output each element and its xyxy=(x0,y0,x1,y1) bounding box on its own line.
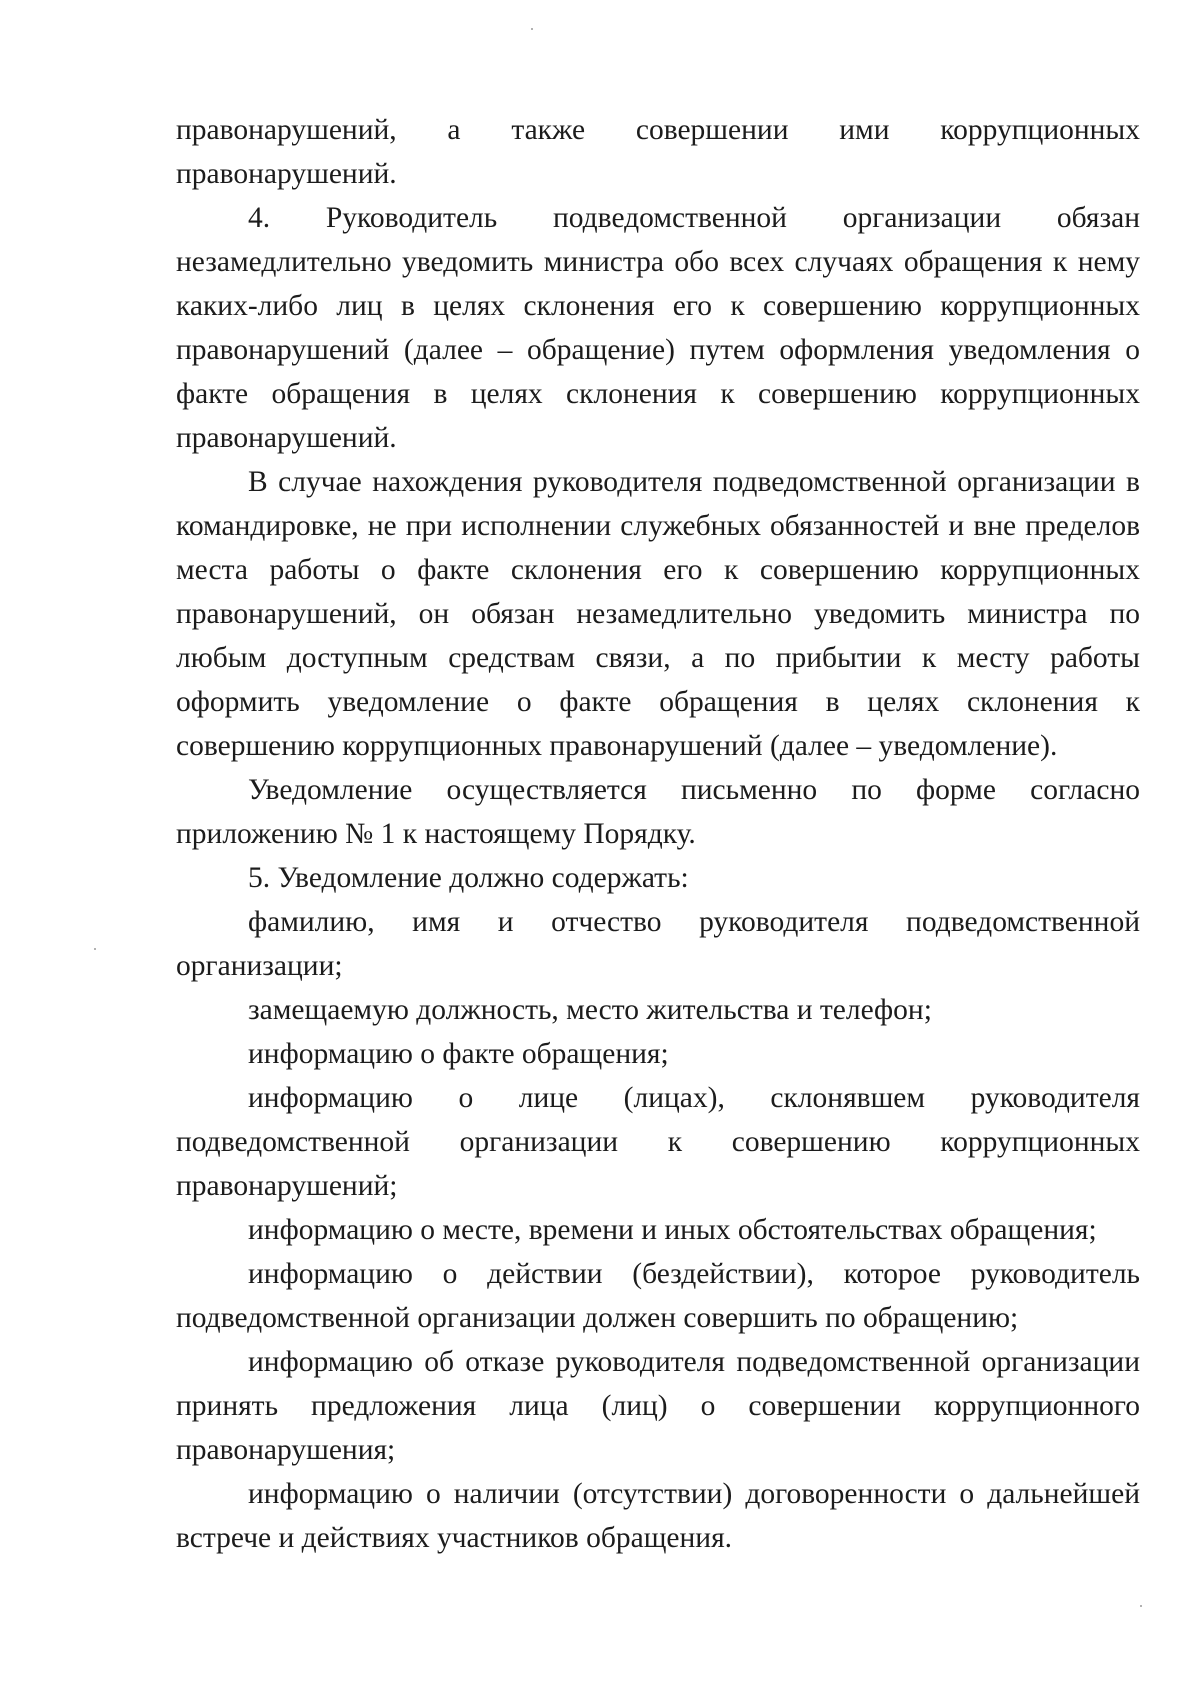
scan-speck xyxy=(531,28,533,30)
scan-speck xyxy=(94,948,96,950)
document-page xyxy=(176,108,1140,1560)
paragraph-form-reference: Уведомление осуществляется письменно по форме согласно приложению № 1 к настоящему Порядку. xyxy=(176,774,1140,850)
list-item-action: информацию о действии (бездействии), которое руководитель подведомственной организации должен совершить по обращению; xyxy=(176,1258,1140,1334)
list-item-persons: информацию о лице (лицах), склонявшем руководителя подведомственной организации к совершению коррупционных правонарушений; xyxy=(176,1082,1140,1202)
list-item-circumstances: информацию о месте, времени и иных обстоятельствах обращения; xyxy=(248,1214,1097,1246)
list-item-agreement: информацию о наличии (отсутствии) договоренности о дальнейшей встрече и действиях участников обращения. xyxy=(176,1478,1140,1554)
paragraph-continuation: правонарушений, а также совершении ими коррупционных правонарушений. xyxy=(176,114,1140,190)
list-item-fact: информацию о факте обращения; xyxy=(248,1038,669,1070)
paragraph-business-trip: В случае нахождения руководителя подведомственной организации в командировке, не при исполнении служебных обязанностей и вне пределов места работы о факте склонения его к совершению коррупционных правонарушений, он обязан незамедлительно уведомить министра по любым доступным средствам связи, а по прибытии к месту работы оформить уведомление о факте обращения в целях склонения к совершению коррупционных правонарушений (далее – уведомление). xyxy=(176,466,1140,762)
scan-speck xyxy=(1140,1605,1142,1607)
paragraph-item-5-heading: 5. Уведомление должно содержать: xyxy=(248,862,689,894)
list-item-full-name: фамилию, имя и отчество руководителя подведомственной организации; xyxy=(176,906,1140,982)
list-item-position: замещаемую должность, место жительства и телефон; xyxy=(248,994,932,1026)
list-item-refusal: информацию об отказе руководителя подведомственной организации принять предложения лица (лиц) о совершении коррупционного правонарушения; xyxy=(176,1346,1140,1466)
paragraph-item-4: 4. Руководитель подведомственной организации обязан незамедлительно уведомить министра обо всех случаях обращения к нему каких-либо лиц в целях склонения его к совершению коррупционных правонарушений (далее – обращение) путем оформления уведомления о факте обращения в целях склонения к совершению коррупционных правонарушений. xyxy=(176,202,1140,454)
